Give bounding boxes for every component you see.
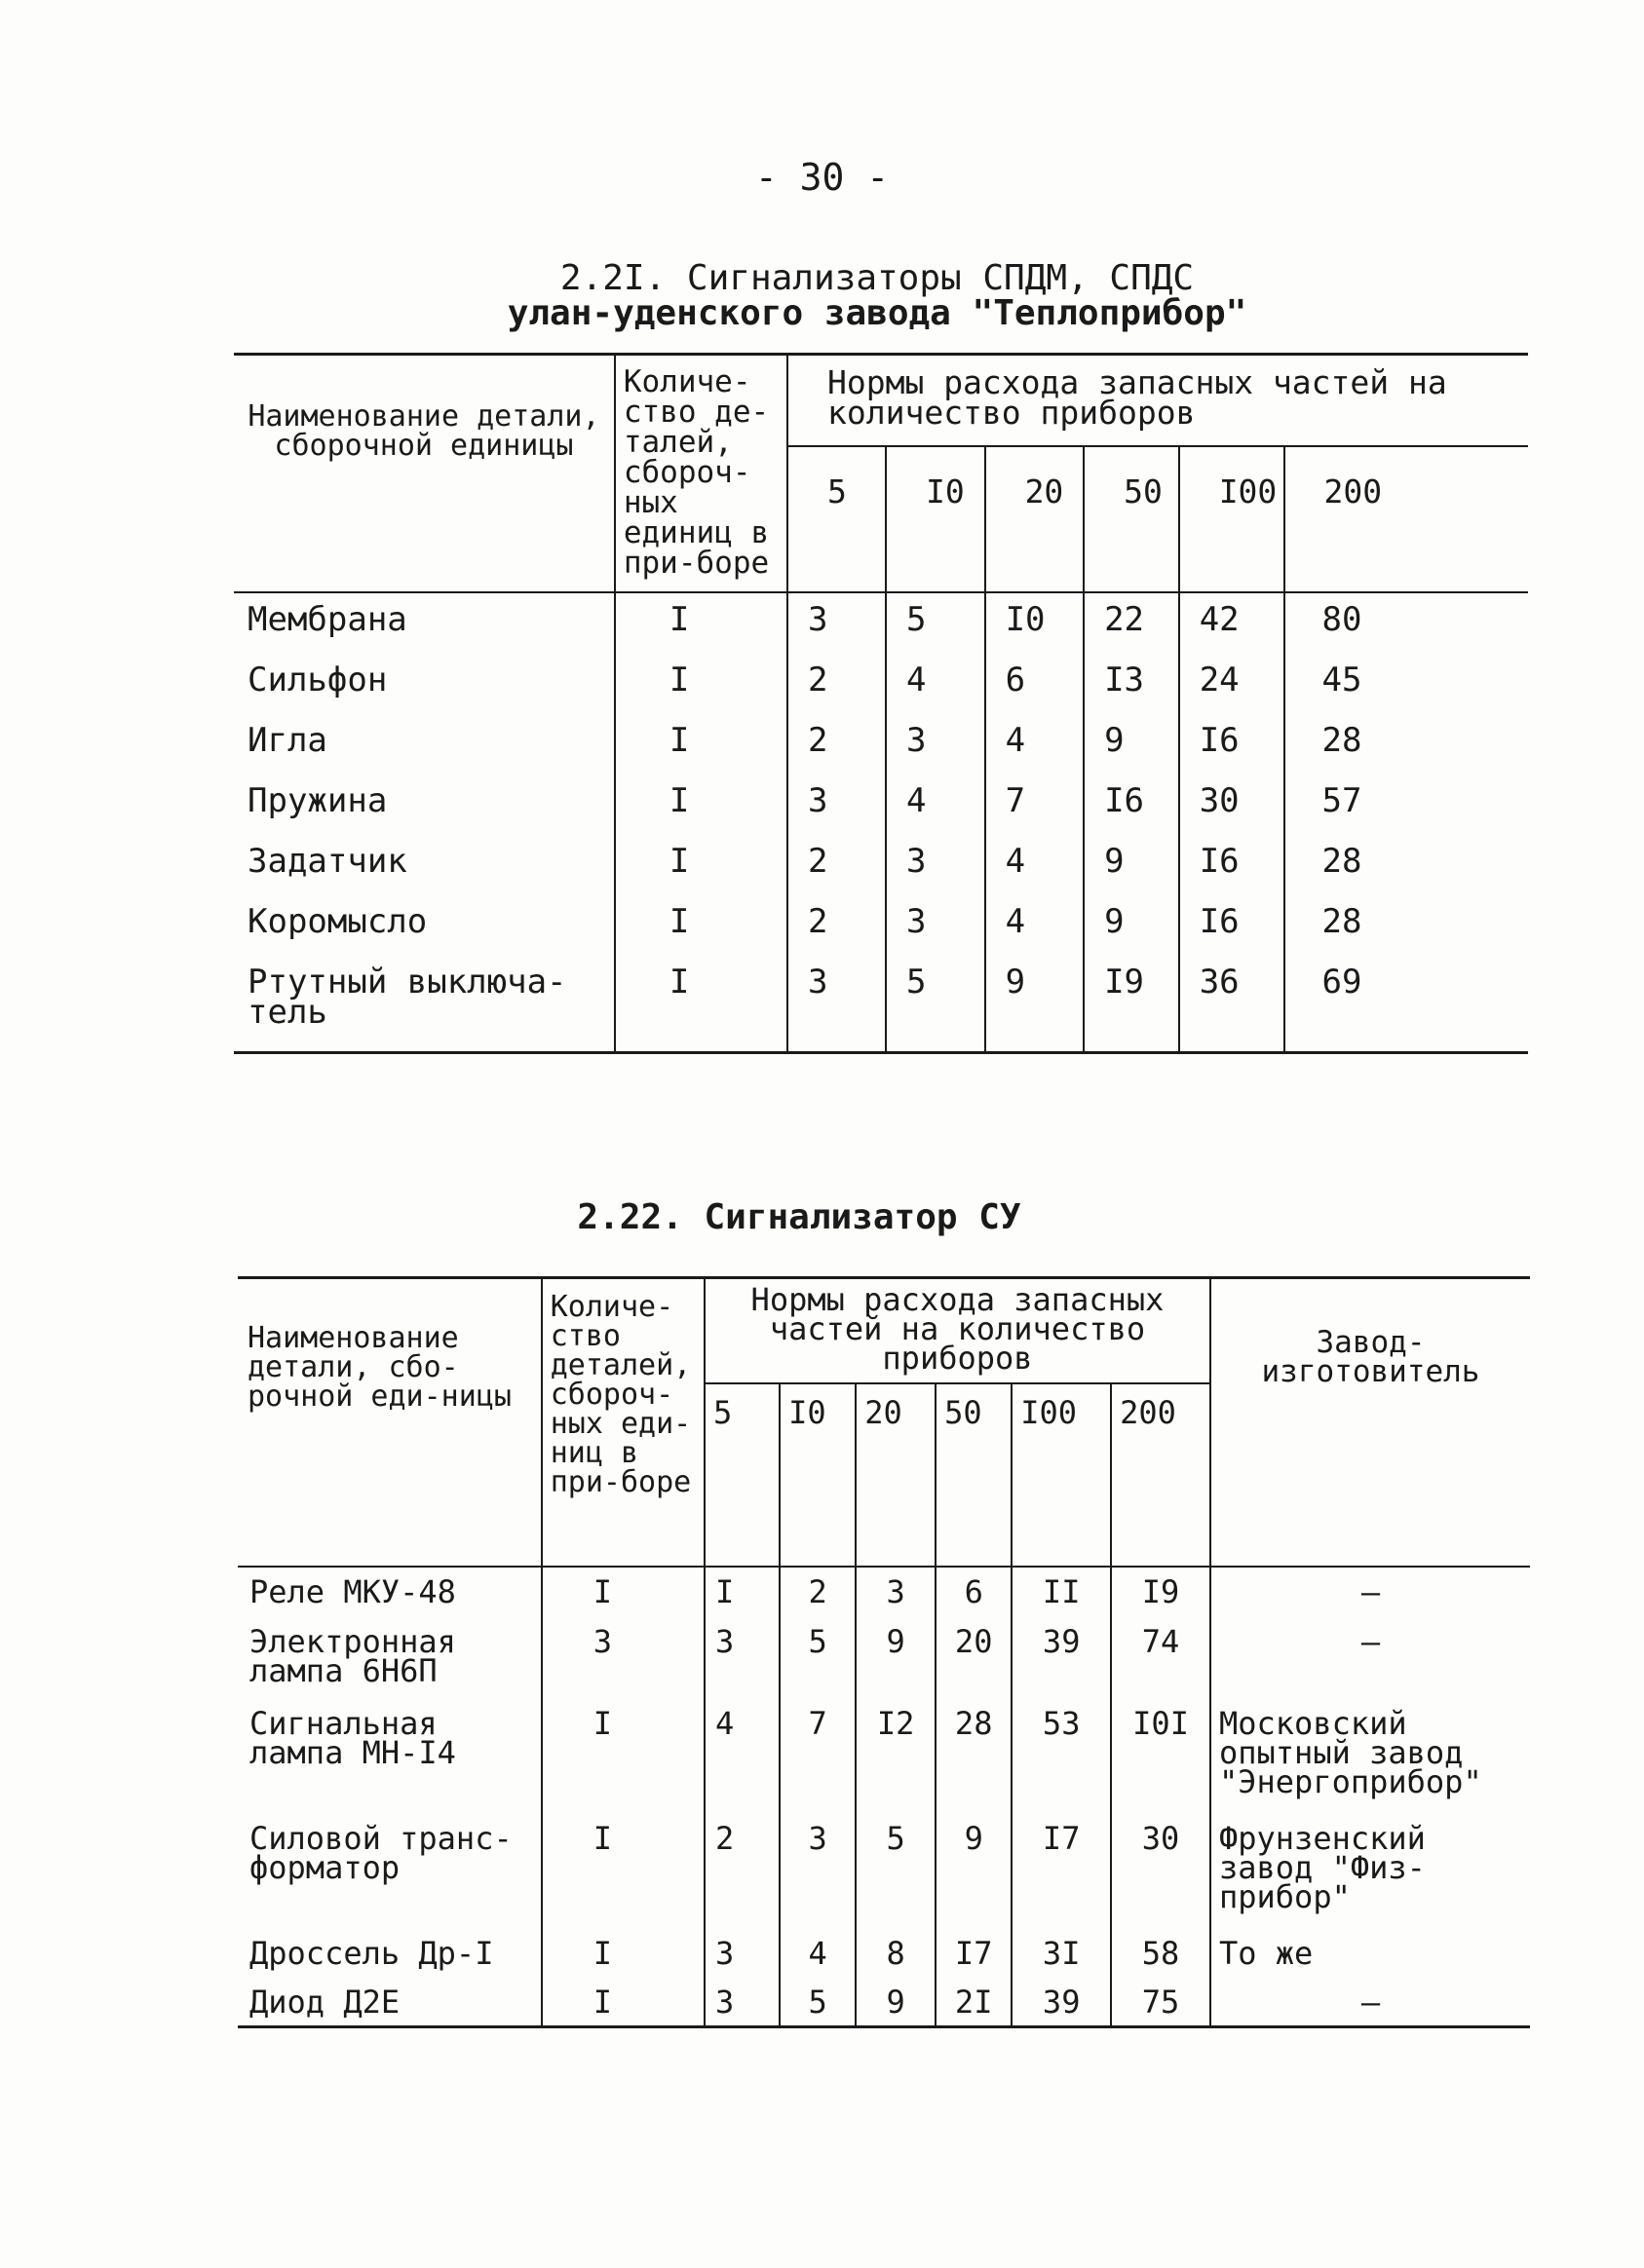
table-row <box>238 1978 1530 2026</box>
norm-value: 3 <box>780 1814 856 1929</box>
table2-header-name: Наименование детали, сбо-рочной еди-ницы <box>238 1278 542 1568</box>
table2-header-count: I0 <box>780 1383 856 1567</box>
part-qty: I <box>542 1699 705 1814</box>
norm-value: 28 <box>1321 842 1362 881</box>
table1-caption-line1: 2.2I. Сигнализаторы СПДМ, СПДС <box>559 258 1195 298</box>
part-qty: 3 <box>542 1617 705 1699</box>
norm-value: 3 <box>886 835 985 895</box>
norm-value: I0I <box>1111 1699 1210 1814</box>
table-row <box>234 895 1528 956</box>
norm-value: 9 <box>1084 835 1179 895</box>
table1-header-qty: Количе-ство де-талей, сбороч-ных единиц в при-боре <box>615 355 787 593</box>
norm-value: 3 <box>787 775 886 835</box>
norm-value: 74 <box>1111 1617 1210 1699</box>
part-qty: I <box>615 775 787 835</box>
table-row <box>234 592 1528 654</box>
norm-value: 3 <box>705 1617 780 1699</box>
norm-value: I0 <box>985 592 1085 654</box>
norm-value: 80 <box>1321 600 1362 639</box>
table2-header-count: 5 <box>705 1383 780 1567</box>
norm-value: 57 <box>1321 781 1362 820</box>
norm-value: 2 <box>787 714 886 775</box>
part-name: Коромысло <box>248 902 428 941</box>
part-name: Электронная лампа 6Н6П <box>249 1623 456 1689</box>
manufacturer: Московский опытный завод "Энергоприбор" <box>1218 1705 1482 1800</box>
part-name: Реле МКУ-48 <box>249 1573 456 1610</box>
part-qty: I <box>542 1814 705 1929</box>
norm-value: I7 <box>1012 1814 1111 1929</box>
norm-value: 4 <box>886 654 985 714</box>
part-name: Силовой транс-форматор <box>249 1820 513 1886</box>
part-qty: I <box>542 1929 705 1978</box>
norm-value: 69 <box>1321 963 1362 1002</box>
page-number: - 30 - <box>754 156 890 199</box>
table2-header-norms: Нормы расхода запасных частей на количество приборов <box>705 1278 1210 1384</box>
norm-value: I6 <box>1179 714 1284 775</box>
norm-value: 20 <box>936 1617 1012 1699</box>
part-qty: I <box>542 1567 705 1617</box>
table1-header-name: Наименование детали, сборочной единицы <box>234 355 615 593</box>
norm-value: 2 <box>787 895 886 956</box>
norm-value: 5 <box>886 956 985 1053</box>
norm-value: 9 <box>856 1978 936 2026</box>
part-name: Дроссель Др-I <box>249 1935 494 1972</box>
norm-value: 5 <box>856 1814 936 1929</box>
norm-value: I6 <box>1179 835 1284 895</box>
part-name: Ртутный выключа-тель <box>248 963 567 1032</box>
norm-value: 3I <box>1012 1929 1111 1978</box>
table1-header-count: 200 <box>1284 446 1528 592</box>
part-name: Игла <box>248 721 327 760</box>
norm-value: 2 <box>780 1567 856 1617</box>
table1-header-count: 5 <box>787 446 886 592</box>
norm-value: 42 <box>1179 592 1284 654</box>
table1-spare-parts <box>234 353 1528 1054</box>
norm-value: 6 <box>985 654 1085 714</box>
norm-value: 4 <box>985 714 1085 775</box>
norm-value: I <box>705 1567 780 1617</box>
norm-value: 6 <box>936 1567 1012 1617</box>
norm-value: 58 <box>1111 1929 1210 1978</box>
norm-value: 9 <box>985 956 1085 1053</box>
norm-value: 5 <box>886 592 985 654</box>
norm-value: 53 <box>1012 1699 1111 1814</box>
manufacturer: То же <box>1218 1935 1314 1972</box>
norm-value: 4 <box>705 1699 780 1814</box>
part-name: Пружина <box>248 781 388 820</box>
norm-value: 3 <box>705 1929 780 1978</box>
norm-value: 2 <box>787 654 886 714</box>
table-row <box>238 1617 1530 1699</box>
norm-value: I6 <box>1084 775 1179 835</box>
norm-value: 7 <box>985 775 1085 835</box>
norm-value: 8 <box>856 1929 936 1978</box>
norm-value: 3 <box>705 1978 780 2026</box>
norm-value: 39 <box>1012 1978 1111 2026</box>
table-row <box>238 1814 1530 1929</box>
table-row <box>238 1929 1530 1978</box>
part-name: Мембрана <box>248 600 407 639</box>
table-row <box>234 714 1528 775</box>
norm-value: I9 <box>1084 956 1179 1053</box>
norm-value: II <box>1012 1567 1111 1617</box>
table-row <box>234 775 1528 835</box>
table1-header-count: 50 <box>1084 446 1179 592</box>
part-qty: I <box>615 835 787 895</box>
table2-header-plant: Завод-изготовитель <box>1210 1278 1530 1568</box>
table1-header-norms: Нормы расхода запасных частей на количество приборов <box>787 355 1528 447</box>
norm-value: I3 <box>1084 654 1179 714</box>
norm-value: 5 <box>780 1617 856 1699</box>
norm-value: 22 <box>1084 592 1179 654</box>
norm-value: 28 <box>1321 721 1362 760</box>
norm-value: 36 <box>1179 956 1284 1053</box>
part-qty: I <box>542 1978 705 2026</box>
part-qty: I <box>615 895 787 956</box>
norm-value: 4 <box>985 835 1085 895</box>
part-qty: I <box>615 714 787 775</box>
norm-value: 3 <box>787 592 886 654</box>
norm-value: I2 <box>856 1699 936 1814</box>
norm-value: 5 <box>780 1978 856 2026</box>
manufacturer: — <box>1360 1984 1381 2021</box>
table2-caption: 2.22. Сигнализатор СУ <box>577 1197 1021 1237</box>
norm-value: I6 <box>1179 895 1284 956</box>
norm-value: 4 <box>985 895 1085 956</box>
table2-header-count: 50 <box>936 1383 1012 1567</box>
norm-value: 30 <box>1111 1814 1210 1929</box>
table-row <box>238 1699 1530 1814</box>
table1-header-count: 20 <box>985 446 1085 592</box>
part-name: Диод Д2Е <box>249 1984 401 2021</box>
table1-caption-line2: улан-уденского завода "Теплоприбор" <box>507 293 1247 333</box>
part-name: Задатчик <box>248 842 407 881</box>
norm-value: 3 <box>856 1567 936 1617</box>
norm-value: 39 <box>1012 1617 1111 1699</box>
table2-header-count: I00 <box>1012 1383 1111 1567</box>
part-qty: I <box>615 592 787 654</box>
norm-value: 28 <box>1321 902 1362 941</box>
norm-value: 4 <box>886 775 985 835</box>
norm-value: 3 <box>787 956 886 1053</box>
norm-value: I9 <box>1111 1567 1210 1617</box>
norm-value: 9 <box>936 1814 1012 1929</box>
part-qty: I <box>615 654 787 714</box>
norm-value: 30 <box>1179 775 1284 835</box>
norm-value: 2 <box>705 1814 780 1929</box>
norm-value: 7 <box>780 1699 856 1814</box>
table-row <box>234 835 1528 895</box>
norm-value: 4 <box>780 1929 856 1978</box>
norm-value: I7 <box>936 1929 1012 1978</box>
manufacturer: Фрунзенский завод "Физ-прибор" <box>1218 1820 1426 1915</box>
norm-value: 2I <box>936 1978 1012 2026</box>
part-name: Сильфон <box>248 661 388 699</box>
table2-header-count: 200 <box>1111 1383 1210 1567</box>
table1-header-count: I00 <box>1179 446 1284 592</box>
table2-spare-parts <box>238 1276 1530 2028</box>
table1-header-count: I0 <box>886 446 985 592</box>
table-row <box>234 654 1528 714</box>
norm-value: 3 <box>886 895 985 956</box>
manufacturer: – <box>1360 1623 1381 1660</box>
norm-value: 9 <box>1084 895 1179 956</box>
norm-value: 2 <box>787 835 886 895</box>
norm-value: 9 <box>1084 714 1179 775</box>
norm-value: 28 <box>936 1699 1012 1814</box>
part-name: Сигнальная лампа МН-I4 <box>249 1705 456 1771</box>
table2-header-qty: Количе-ство деталей, сбороч-ных еди-ниц в при-боре <box>542 1278 705 1568</box>
table-row <box>238 1567 1530 1617</box>
manufacturer: – <box>1360 1573 1381 1610</box>
part-qty: I <box>615 956 787 1053</box>
norm-value: 3 <box>886 714 985 775</box>
norm-value: 45 <box>1321 661 1362 699</box>
norm-value: 75 <box>1111 1978 1210 2026</box>
table-row <box>234 956 1528 1053</box>
norm-value: 9 <box>856 1617 936 1699</box>
table2-header-count: 20 <box>856 1383 936 1567</box>
norm-value: 24 <box>1179 654 1284 714</box>
table1-caption <box>487 258 1267 333</box>
